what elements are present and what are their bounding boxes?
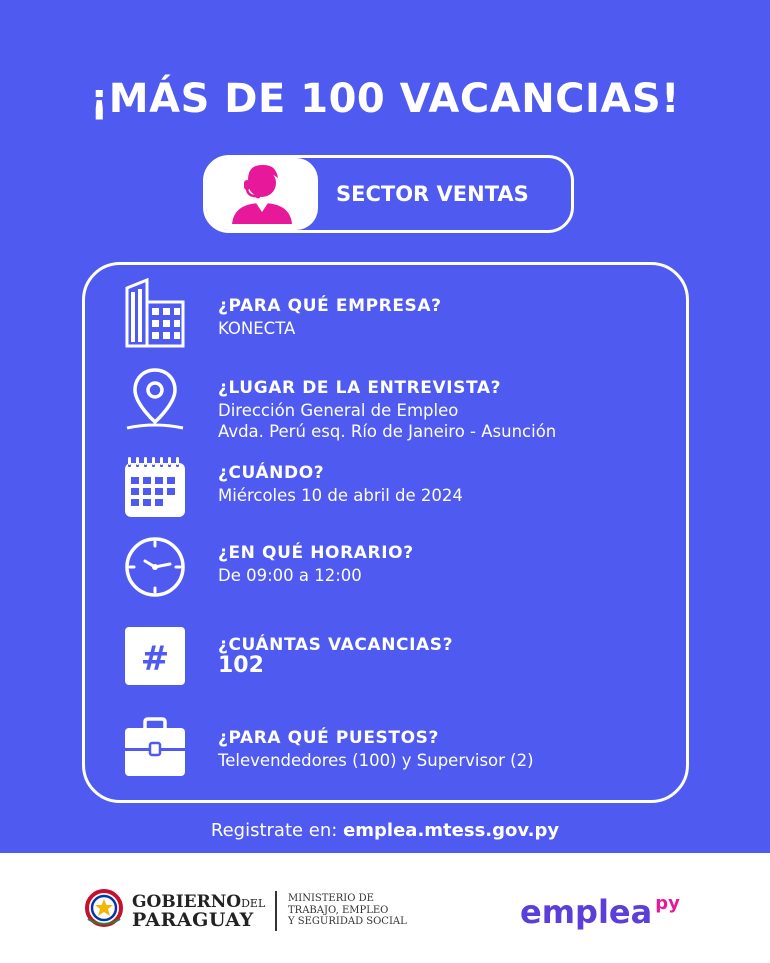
emplea-logo: emplea $^{py}$ (520, 893, 680, 931)
footer-divider (275, 891, 277, 931)
question-company: ¿PARA QUÉ EMPRESA? (218, 296, 442, 316)
page-title: ¡MÁS DE 100 VACANCIAS! (90, 76, 680, 122)
footer (0, 853, 770, 963)
question-date: ¿CUÁNDO? (218, 463, 325, 483)
briefcase-icon (123, 714, 187, 784)
register-prefix: Registrate en: (210, 820, 344, 841)
question-vacancies: ¿CUÁNTAS VACANCIAS? (218, 635, 454, 655)
answer-location-line1: Dirección General de Empleo (218, 401, 459, 420)
sector-icon-box (206, 158, 318, 230)
register-line (0, 820, 770, 841)
question-location: ¿LUGAR DE LA ENTREVISTA? (218, 378, 502, 398)
ministry-name: MINISTERIO DE TRABAJO, EMPLEO Y SEGURIDAD SOCIAL (288, 893, 407, 927)
svg-text:#: # (140, 639, 170, 679)
paraguay-seal-icon (82, 889, 128, 929)
sector-badge (203, 155, 574, 233)
call-agent-icon (228, 160, 296, 226)
hash-icon (123, 623, 187, 693)
register-link[interactable]: emplea.mtess.gov.py (343, 820, 560, 841)
building-icon (123, 278, 187, 348)
answer-vacancies: 102 (218, 653, 264, 678)
answer-location-line2: Avda. Perú esq. Río de Janeiro - Asunción (218, 422, 557, 441)
location-pin-icon (123, 366, 187, 436)
question-schedule: ¿EN QUÉ HORARIO? (218, 543, 414, 563)
sector-label: SECTOR VENTAS (336, 182, 529, 206)
calendar-icon (123, 455, 187, 525)
clock-icon (123, 533, 187, 603)
answer-schedule: De 09:00 a 12:00 (218, 566, 362, 585)
answer-company: KONECTA (218, 319, 296, 338)
question-positions: ¿PARA QUÉ PUESTOS? (218, 728, 439, 748)
answer-positions: Televendedores (100) y Supervisor (2) (218, 751, 534, 770)
info-card (82, 262, 689, 803)
answer-date: Miércoles 10 de abril de 2024 (218, 486, 463, 505)
gov-name-line2: PARAGUAY (132, 909, 254, 931)
gov-name-line1: GOBIERNODEL (132, 892, 266, 912)
